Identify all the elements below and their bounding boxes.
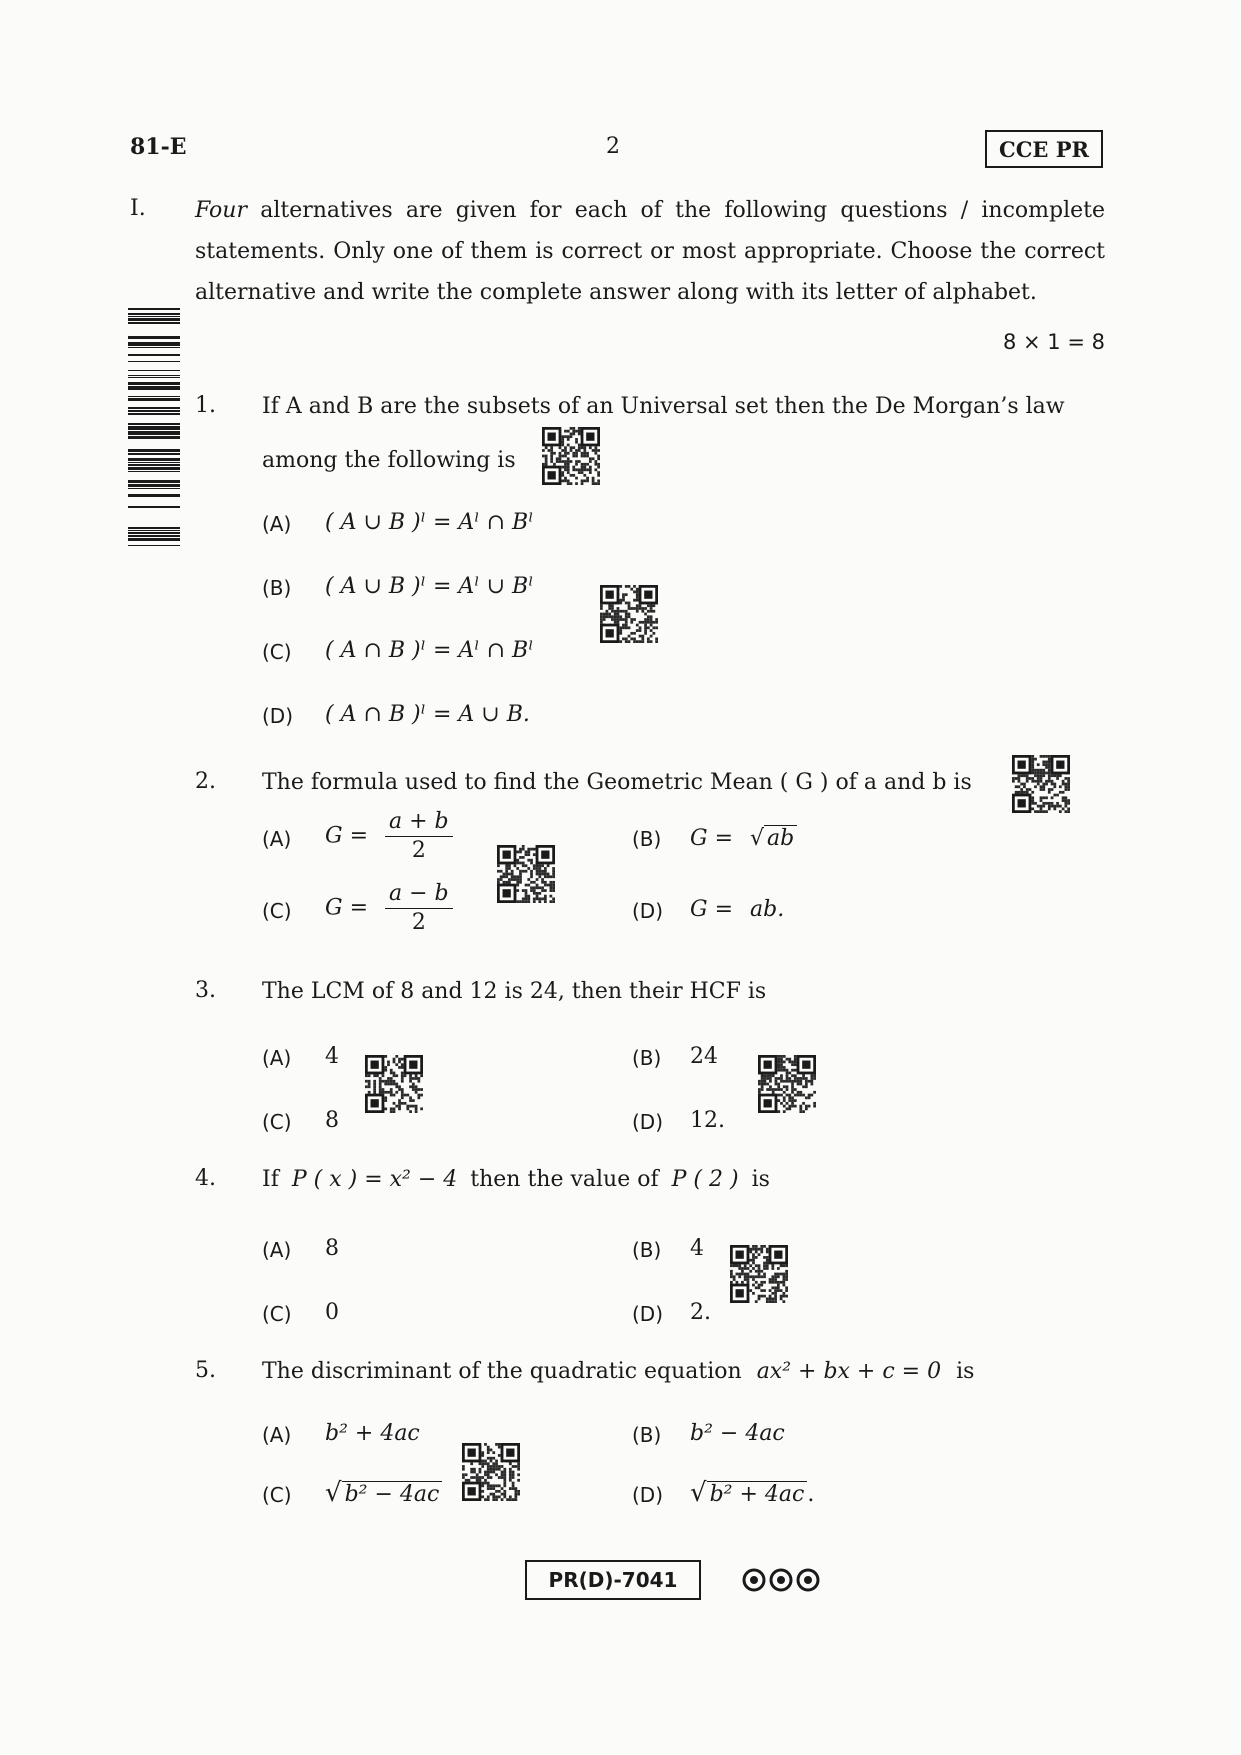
qr-code-icon — [462, 1443, 520, 1501]
qr-code-icon — [1012, 755, 1070, 813]
option-text: 24 — [690, 1044, 718, 1069]
paper-code-box: CCE PR — [985, 130, 1103, 168]
sqrt-content: ab — [764, 825, 797, 852]
fraction — [385, 808, 453, 865]
q1-text: If A and B are the subsets of an Universal set then the De Morgan’s law among the following is — [262, 394, 1065, 473]
section-number: I. — [130, 196, 146, 221]
q5-text-post: is — [956, 1359, 975, 1384]
option-text: ( A ∪ B )ˡ = Aˡ ∩ Bˡ — [325, 510, 534, 535]
option-text: ab. — [750, 897, 785, 922]
option-math — [690, 897, 784, 922]
option-label: (B) — [632, 1046, 662, 1070]
question-number: 4. — [195, 1166, 216, 1191]
option-lhs: G = — [325, 895, 369, 921]
sqrt-content: b² + 4ac — [707, 1481, 808, 1508]
option-math — [690, 825, 797, 852]
option-label: (A) — [262, 1423, 292, 1447]
option-label: (B) — [632, 1423, 662, 1447]
option-label: (A) — [262, 512, 292, 536]
q4-text-mid: then the value of — [470, 1167, 659, 1192]
qr-code-icon — [758, 1055, 816, 1113]
q4-text-post: is — [751, 1167, 770, 1192]
option-text: ( A ∪ B )ˡ = Aˡ ∪ Bˡ — [325, 574, 534, 599]
q5-text-pre: The discriminant of the quadratic equation — [262, 1359, 742, 1384]
option-label: (C) — [262, 899, 292, 923]
fraction-numerator: a − b — [385, 880, 453, 909]
option-label: (B) — [632, 1238, 662, 1262]
q4-math2: P ( 2 ) — [671, 1167, 739, 1192]
fraction — [385, 880, 453, 937]
option-label: (B) — [262, 576, 292, 600]
option-lhs: G = — [690, 826, 734, 851]
question-text: The formula used to find the Geometric Mean ( G ) of a and b is — [262, 770, 972, 795]
qr-code-icon — [365, 1055, 423, 1113]
ornament-icon — [740, 1565, 822, 1595]
option-text: b² − 4ac — [690, 1421, 785, 1446]
option-text: 8 — [325, 1108, 339, 1133]
option-label: (D) — [632, 1110, 664, 1134]
qr-code-icon — [497, 845, 555, 903]
fraction-numerator: a + b — [385, 808, 453, 837]
instruction-lead: Four — [195, 198, 247, 223]
option-text: 8 — [325, 1236, 339, 1261]
option-text: ( A ∩ B )ˡ = A ∪ B. — [325, 702, 530, 727]
option-math — [690, 1478, 814, 1508]
option-label: (C) — [262, 1110, 292, 1134]
option-label: (D) — [632, 1302, 664, 1326]
question-text: The LCM of 8 and 12 is 24, then their HCF is — [262, 979, 767, 1004]
section-instruction — [195, 190, 1105, 313]
option-math — [325, 1478, 442, 1508]
question-number: 2. — [195, 769, 216, 794]
option-label: (B) — [632, 827, 662, 851]
fraction-denominator: 2 — [411, 910, 426, 935]
option-text: 12. — [690, 1108, 725, 1133]
barcode-icon — [128, 308, 180, 548]
option-suffix: . — [807, 1482, 815, 1507]
sqrt-content: b² − 4ac — [342, 1481, 443, 1508]
question-text — [262, 1154, 1107, 1206]
option-math — [325, 808, 453, 865]
sqrt-icon: √ — [690, 1478, 707, 1508]
option-text: b² + 4ac — [325, 1421, 420, 1446]
option-math — [325, 880, 453, 937]
option-label: (D) — [632, 1483, 664, 1507]
option-text: ( A ∩ B )ˡ = Aˡ ∩ Bˡ — [325, 638, 534, 663]
sqrt-icon: √ — [325, 1478, 342, 1508]
option-lhs: G = — [690, 897, 734, 922]
question-number: 5. — [195, 1358, 216, 1383]
marks-allocation: 8 × 1 = 8 — [1003, 330, 1105, 354]
option-label: (A) — [262, 1238, 292, 1262]
option-text: 4 — [690, 1236, 704, 1261]
qr-code-icon — [600, 585, 658, 643]
option-text: 0 — [325, 1300, 339, 1325]
option-label: (C) — [262, 640, 292, 664]
option-lhs: G = — [325, 823, 369, 849]
q4-math: P ( x ) = x² − 4 — [291, 1167, 458, 1192]
fraction-denominator: 2 — [411, 838, 426, 863]
q5-math: ax² + bx + c = 0 — [756, 1359, 942, 1384]
question-number: 1. — [195, 393, 216, 418]
option-label: (A) — [262, 1046, 292, 1070]
subject-code: 81-E — [130, 134, 187, 160]
footer-code-box: PR(D)-7041 — [525, 1560, 701, 1600]
option-text: 4 — [325, 1044, 339, 1069]
page-number: 2 — [606, 134, 620, 159]
qr-code-icon — [542, 427, 600, 485]
question-text — [262, 380, 1107, 488]
option-label: (A) — [262, 827, 292, 851]
question-number: 3. — [195, 978, 216, 1003]
option-text: 2. — [690, 1300, 711, 1325]
option-label: (C) — [262, 1302, 292, 1326]
question-text — [262, 1346, 1107, 1398]
instruction-text: alternatives are given for each of the following questions / incomplete statements. Only one of them is correct or most appropriate. Choose the correct alternative and write the complete answer along with its letter of alphabet. — [195, 198, 1105, 305]
option-label: (C) — [262, 1483, 292, 1507]
sqrt-icon: √ — [750, 826, 765, 851]
qr-code-icon — [730, 1245, 788, 1303]
option-label: (D) — [262, 704, 294, 728]
q4-text-pre: If — [262, 1167, 279, 1192]
option-label: (D) — [632, 899, 664, 923]
